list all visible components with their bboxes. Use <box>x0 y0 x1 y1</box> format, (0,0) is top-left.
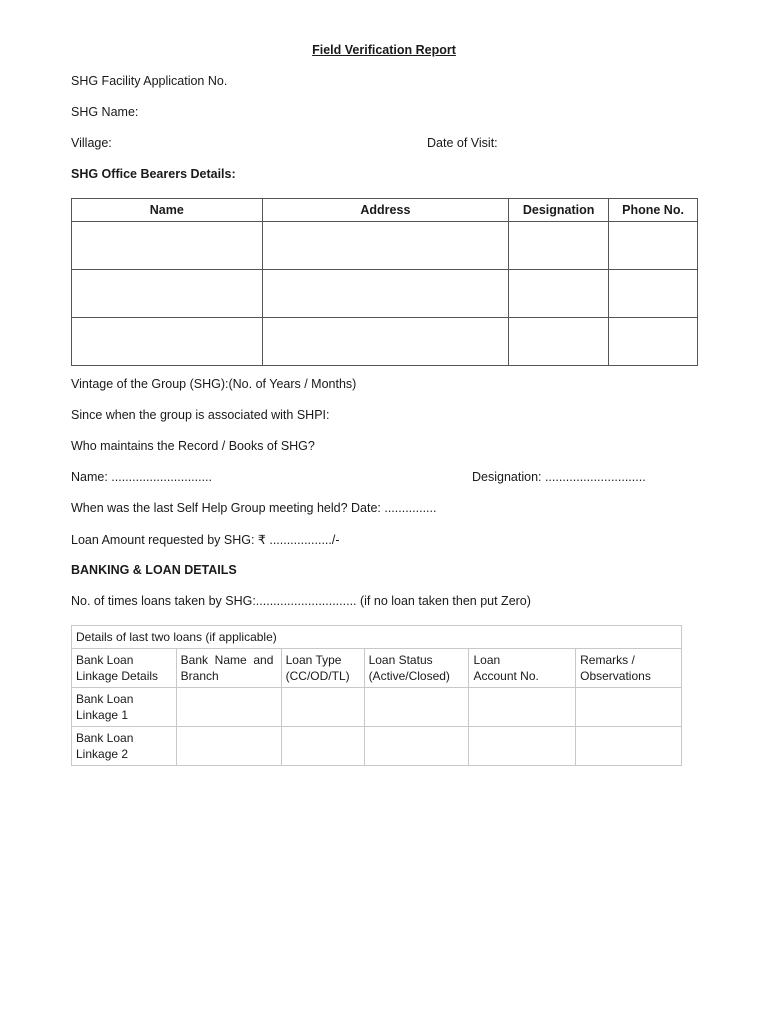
col-bank-branch: Bank Name and Branch <box>176 649 281 688</box>
table-row <box>72 222 698 270</box>
table-caption: Details of last two loans (if applicable) <box>72 626 682 649</box>
table-cell[interactable] <box>72 270 263 318</box>
table-cell[interactable] <box>262 222 509 270</box>
table-cell[interactable] <box>281 727 364 766</box>
col-linkage-details: Bank Loan Linkage Details <box>72 649 177 688</box>
table-cell[interactable] <box>72 318 263 366</box>
table-cell[interactable] <box>576 727 682 766</box>
table-row <box>72 727 682 766</box>
bearers-heading: SHG Office Bearers Details: <box>71 167 236 181</box>
name-field: Name: ............................. <box>71 470 213 484</box>
table-row <box>72 318 698 366</box>
last-meeting-question: When was the last Self Help Group meeting held? Date: ............... <box>71 501 437 515</box>
table-cell[interactable] <box>609 222 698 270</box>
table-cell[interactable] <box>469 688 576 727</box>
col-loan-type: Loan Type (CC/OD/TL) <box>281 649 364 688</box>
table-cell[interactable] <box>469 727 576 766</box>
table-cell[interactable] <box>509 222 609 270</box>
table-cell[interactable] <box>609 318 698 366</box>
col-remarks: Remarks / Observations <box>576 649 682 688</box>
table-cell[interactable] <box>72 222 263 270</box>
table-cell[interactable] <box>609 270 698 318</box>
row-label: Bank Loan Linkage 2 <box>72 727 177 766</box>
row-label: Bank Loan Linkage 1 <box>72 688 177 727</box>
office-bearers-table <box>71 198 698 366</box>
loan-amount-question: Loan Amount requested by SHG: ₹ ................../- <box>71 533 340 547</box>
col-account-no: Loan Account No. <box>469 649 576 688</box>
table-cell[interactable] <box>509 318 609 366</box>
loan-details-table <box>71 625 682 766</box>
application-no-label: SHG Facility Application No. <box>71 74 228 88</box>
maintains-question: Who maintains the Record / Books of SHG? <box>71 439 315 453</box>
table-cell[interactable] <box>509 270 609 318</box>
col-name: Name <box>72 199 263 222</box>
col-loan-status: Loan Status (Active/Closed) <box>364 649 469 688</box>
table-cell[interactable] <box>262 270 509 318</box>
table-cell[interactable] <box>176 727 281 766</box>
table-cell[interactable] <box>364 688 469 727</box>
designation-field: Designation: ............................. <box>472 470 646 484</box>
loans-times-question: No. of times loans taken by SHG:............................. (if no loan taken then put Zero) <box>71 594 531 608</box>
col-address: Address <box>262 199 509 222</box>
table-cell[interactable] <box>262 318 509 366</box>
table-row <box>72 270 698 318</box>
page-title: Field Verification Report <box>312 43 456 57</box>
shg-name-label: SHG Name: <box>71 105 139 119</box>
table-cell[interactable] <box>176 688 281 727</box>
table-cell[interactable] <box>281 688 364 727</box>
table-cell[interactable] <box>364 727 469 766</box>
table-header-row <box>72 199 698 222</box>
table-caption-row <box>72 626 682 649</box>
table-cell[interactable] <box>576 688 682 727</box>
village-label: Village: <box>71 136 112 150</box>
table-row <box>72 688 682 727</box>
banking-heading: BANKING & LOAN DETAILS <box>71 563 237 577</box>
col-designation: Designation <box>509 199 609 222</box>
associated-question: Since when the group is associated with SHPI: <box>71 408 330 422</box>
col-phone: Phone No. <box>609 199 698 222</box>
table-header-row <box>72 649 682 688</box>
vintage-question: Vintage of the Group (SHG):(No. of Years / Months) <box>71 377 357 391</box>
date-of-visit-label: Date of Visit: <box>427 136 498 150</box>
